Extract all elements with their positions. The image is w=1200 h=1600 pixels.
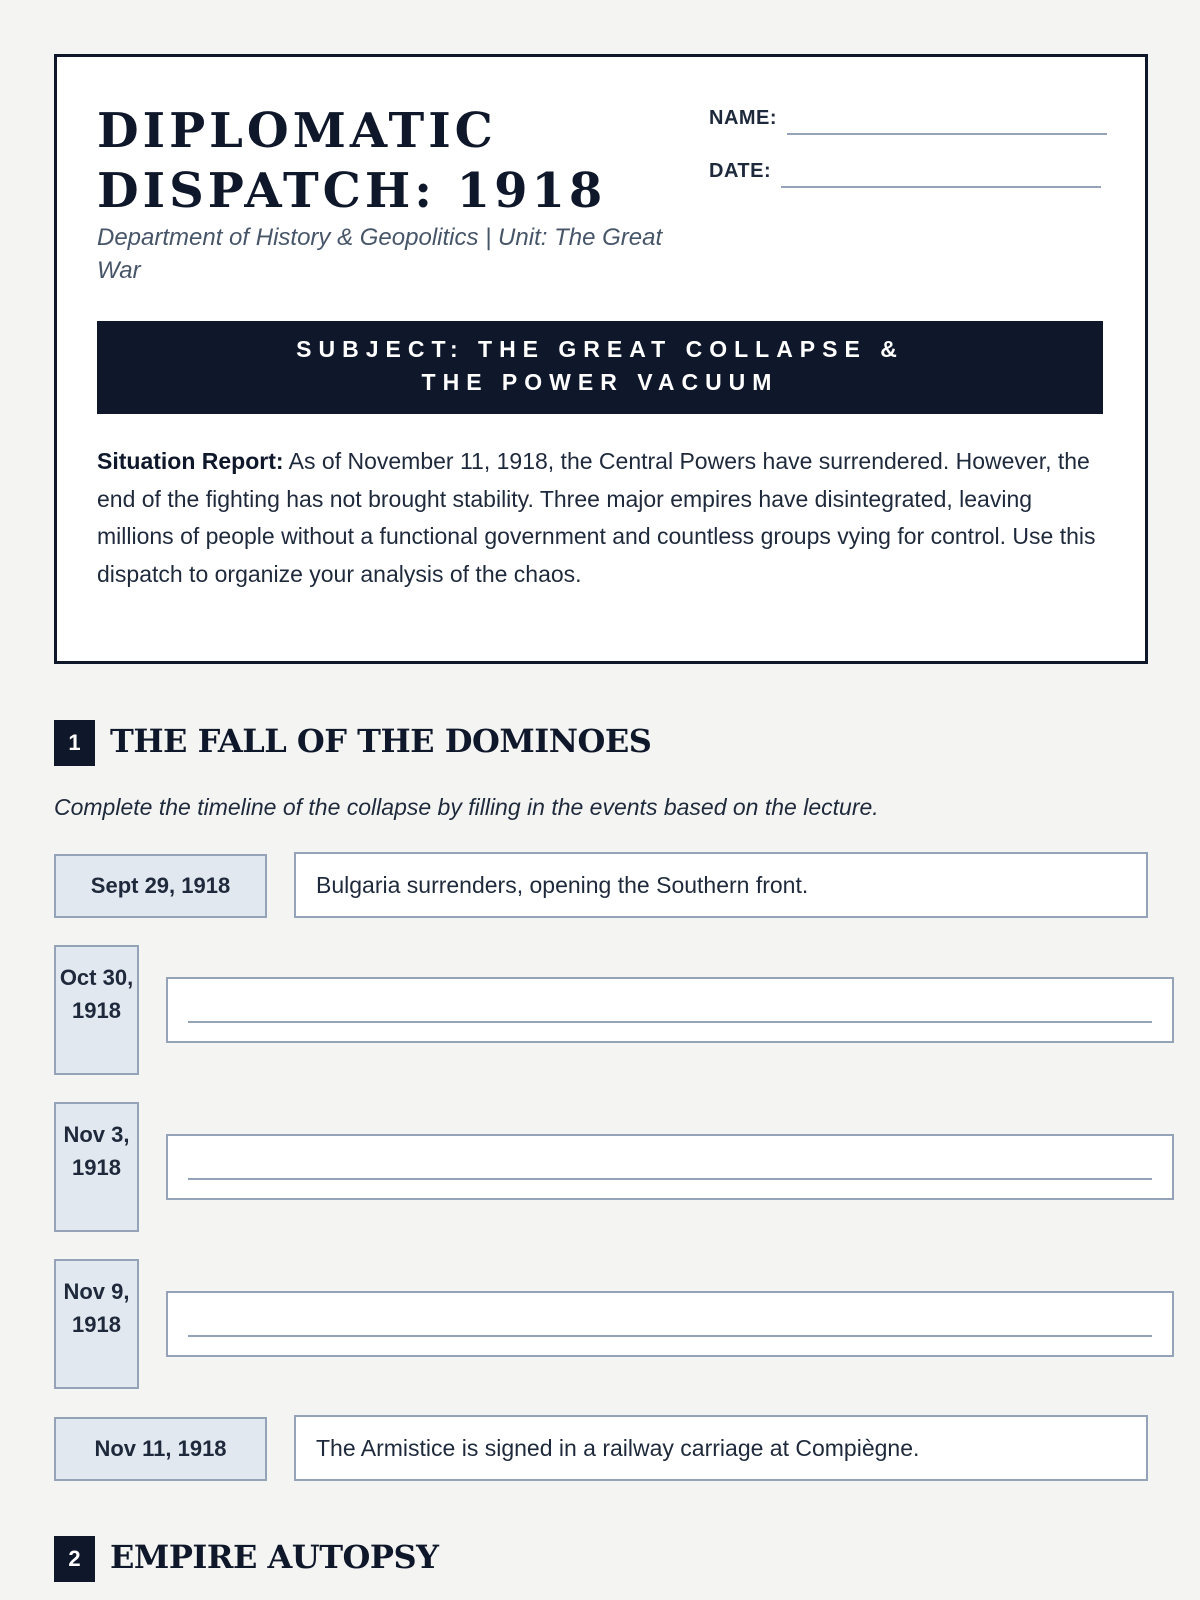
timeline-event-input[interactable] <box>166 1134 1174 1200</box>
section-title: THE FALL OF THE DOMINOES <box>110 722 652 760</box>
date-line[interactable] <box>781 186 1101 188</box>
timeline-date: Nov 9, 1918 <box>54 1259 139 1389</box>
name-line[interactable] <box>787 133 1107 135</box>
section-number: 1 <box>54 720 95 766</box>
timeline-instructions: Complete the timeline of the collapse by filling in the events based on the lecture. <box>54 794 879 820</box>
timeline-event-box <box>294 852 1148 918</box>
timeline-event-input[interactable] <box>166 1291 1174 1357</box>
subject-banner: SUBJECT: THE GREAT COLLAPSE & THE POWER VACUUM <box>97 321 1103 414</box>
timeline-date: Oct 30, 1918 <box>54 945 139 1075</box>
name-label: NAME: <box>709 107 778 129</box>
date-field[interactable] <box>709 160 1109 194</box>
answer-line <box>188 1178 1152 1180</box>
page-title: DIPLOMATIC DISPATCH: 1918 <box>97 103 607 219</box>
header-card <box>54 54 1148 664</box>
report-text: As of November 11, 1918, the Central Powers have surrendered. However, the end of the fighting has not brought stability. Three major empires have disintegrated, leaving millions of people without a functional government and countless groups vying for control. Use this dispatch to organize your analysis of the chaos. <box>97 448 1096 587</box>
timeline-event-box <box>294 1415 1148 1481</box>
report-label: Situation Report: <box>97 448 284 474</box>
timeline-date: Nov 3, 1918 <box>54 1102 139 1232</box>
section-number: 2 <box>54 1536 95 1582</box>
date-label: DATE: <box>709 160 772 182</box>
timeline-date: Nov 11, 1918 <box>54 1417 267 1481</box>
page-subtitle: Department of History & Geopolitics | Unit: The Great War <box>97 224 663 284</box>
timeline-event-text: The Armistice is signed in a railway carriage at Compiègne. <box>316 1435 920 1461</box>
section-title: EMPIRE AUTOPSY <box>110 1538 439 1576</box>
timeline-event-input[interactable] <box>166 977 1174 1043</box>
name-field[interactable] <box>709 107 1109 141</box>
situation-report <box>97 443 1107 593</box>
answer-line <box>188 1335 1152 1337</box>
answer-line <box>188 1021 1152 1023</box>
timeline-date: Sept 29, 1918 <box>54 854 267 918</box>
timeline-event-text: Bulgaria surrenders, opening the Southern front. <box>316 872 809 898</box>
